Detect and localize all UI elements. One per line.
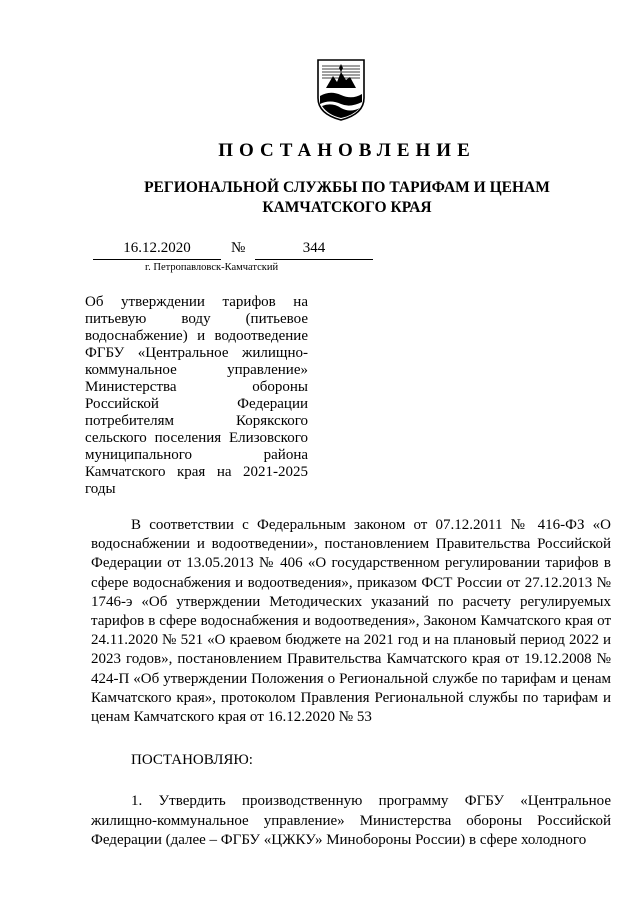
kamchatka-coat-of-arms-icon [316, 58, 366, 122]
document-number: 344 [255, 240, 373, 260]
document-date: 16.12.2020 [93, 240, 221, 260]
coat-of-arms [316, 58, 366, 122]
date-number-block [93, 240, 375, 280]
number-sign: № [231, 240, 246, 256]
preamble-paragraph: В соответствии с Федеральным законом от 07.12.2011 № 416-ФЗ «О водоснабжении и водоотведении», постановлением Правительства Российской Федерации от 13.05.2013 № 406 «О государственном регулировании тарифов в сфере водоснабжения и водоотведения», приказом ФСТ России от 27.12.2013 № 1746-э «Об утверждении Методических указаний по расчету регулируемых тарифов в сфере водоснабжения и водоотведения», Законом Камчатского края от 24.11.2020 № 521 «О краевом бюджете на 2021 год и на плановый период 2022 и 2023 годов», постановлением Правительства Камчатского края от 19.12.2008 № 424-П «Об утверждении Положения о Региональной службе по тарифам и ценам Камчатского края», протоколом Правления Региональной службы по тарифам и ценам Камчатского края от 16.12.2020 № 53 [91, 517, 611, 726]
document-type-title: ПОСТАНОВЛЕНИЕ [218, 140, 476, 161]
item-1-paragraph: 1. Утвердить производственную программу ФГБУ «Центральное жилищно-коммунальное управление» Министерства обороны Российской Федерации (далее – ФГБУ «ЦЖКУ» Минобороны России) в сфере холодного [91, 793, 611, 848]
document-body [91, 516, 611, 850]
issuer-line-2: КАМЧАТСКОГО КРАЯ [262, 199, 432, 216]
document-city: г. Петропавловск-Камчатский [145, 262, 279, 273]
document-subject: Об утверждении тарифов на питьевую воду (питьевое водоснабжение) и водоотведение ФГБУ «Центральное жилищно-коммунальное управление» Министерства обороны Российской Федерации потребителям Корякского сельского поселения Елизовского муниципального района Камчатского края на 2021-2025 годы [85, 294, 308, 497]
document-issuer [0, 178, 640, 218]
issuer-line-1: РЕГИОНАЛЬНОЙ СЛУЖБЫ ПО ТАРИФАМ И ЦЕНАМ [144, 179, 550, 196]
resolve-heading: ПОСТАНОВЛЯЮ: [131, 752, 253, 769]
